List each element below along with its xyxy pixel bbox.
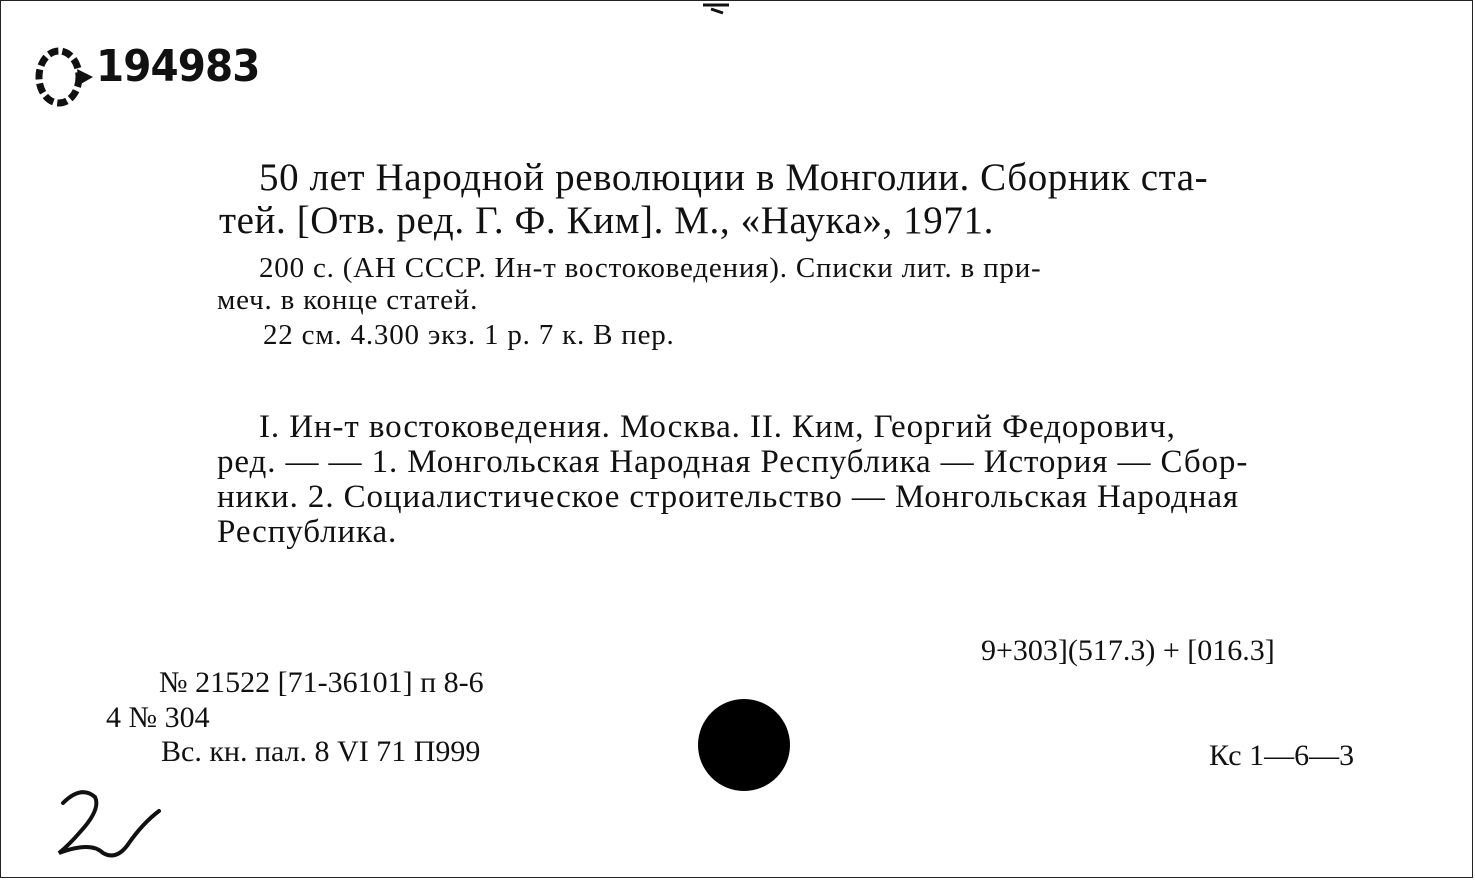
title-line-2: тей. [Отв. ред. Г. Ф. Ким]. М., «Наука», 1971. — [219, 199, 994, 242]
classification-index: 9+303](517.3) + [016.3] — [981, 634, 1275, 667]
subject-headings-line-2: ред. — — 1. Монгольская Народная Республика — История — Сбор- — [217, 444, 1249, 480]
registration-line-2: 4 № 304 — [106, 701, 210, 734]
inventory-number: 194983 — [96, 41, 260, 92]
registration-line-1: № 21522 [71-36101] п 8-6 — [159, 666, 484, 699]
registration-line-3: Вс. кн. пал. 8 VI 71 П999 — [161, 735, 481, 768]
title-line-1: 50 лет Народной революции в Монголии. Сборник ста- — [259, 156, 1209, 199]
handwritten-mark-icon — [51, 783, 171, 863]
top-edge-mark-icon — [701, 1, 741, 21]
stamp-mark-icon — [33, 39, 97, 111]
subject-headings-line-4: Республика. — [217, 514, 398, 550]
physical-description-line-2: меч. в конце статей. — [217, 284, 479, 316]
physical-description-line-1: 200 с. (АН СССР. Ин-т востоковедения). Списки лит. в при- — [259, 252, 1042, 284]
subject-headings-line-3: ники. 2. Социалистическое строительство — Монгольская Народная — [217, 479, 1239, 515]
physical-description-line-3: 22 см. 4.300 экз. 1 р. 7 к. В пер. — [263, 319, 675, 351]
punch-hole-dot — [698, 699, 790, 791]
price-code: Кс 1—6—3 — [1209, 739, 1355, 772]
subject-headings-line-1: I. Ин-т востоковедения. Москва. II. Ким, Георгий Федорович, — [259, 409, 1176, 445]
